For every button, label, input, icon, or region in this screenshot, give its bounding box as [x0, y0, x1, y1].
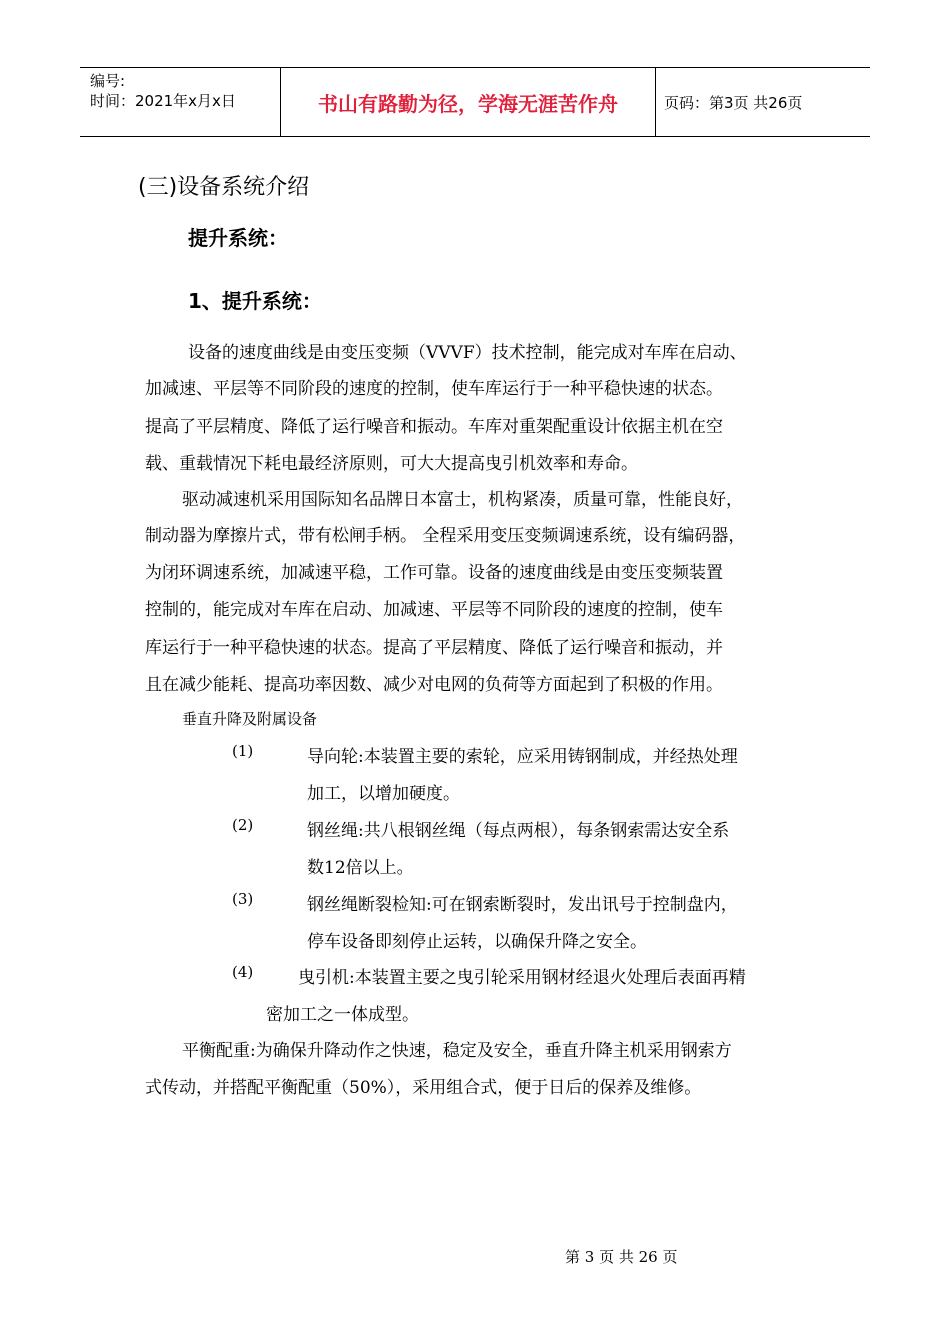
paragraph-line: 设备的速度曲线是由变压变频（VVVF）技术控制，能完成对车库在启动、 — [188, 343, 747, 363]
paragraph-line: 提高了平层精度、降低了运行噪音和振动。车库对重架配重设计依据主机在空 — [145, 417, 723, 437]
list-item-number: (2) — [232, 816, 254, 834]
header-motto: 书山有路勤为径，学海无涯苦作舟 — [281, 68, 656, 136]
item-title: 1、提升系统： — [188, 289, 322, 313]
subsection-title: 提升系统： — [188, 226, 288, 250]
list-item-number: (4) — [232, 963, 254, 981]
serial-label: 编号: — [90, 72, 126, 90]
paragraph-line: 平衡配重:为确保升降动作之快速，稳定及安全，垂直升降主机采用钢索方 — [182, 1041, 732, 1061]
page-footer: 第 3 页 共 26 页 — [565, 1248, 678, 1266]
header-meta — [80, 68, 281, 136]
list-item-text: 曳引机:本装置主要之曳引轮采用钢材经退火处理后表面再精 — [298, 968, 746, 988]
header-page-info: 页码：第3页 共26页 — [664, 93, 803, 112]
paragraph-line: 式传动，并搭配平衡配重（50%），采用组合式，便于日后的保养及维修。 — [145, 1078, 702, 1098]
list-item-text: 钢丝绳:共八根钢丝绳（每点两根），每条钢索需达安全系 — [307, 821, 730, 841]
paragraph-line: 控制的，能完成对车库在启动、加减速、平层等不同阶段的速度的控制，使车 — [145, 600, 723, 620]
paragraph-line: 库运行于一种平稳快速的状态。提高了平层精度、降低了运行噪音和振动，并 — [145, 638, 723, 658]
list-item-text: 钢丝绳断裂检知:可在钢索断裂时，发出讯号于控制盘内， — [307, 895, 738, 915]
paragraph-line: 驱动减速机采用国际知名品牌日本富士，机构紧凑，质量可靠，性能良好， — [182, 490, 743, 510]
list-item-text: 加工，以增加硬度。 — [307, 784, 460, 804]
list-item-number: (1) — [232, 742, 254, 760]
list-item-text: 导向轮:本装置主要的索轮，应采用铸钢制成，并经热处理 — [307, 747, 738, 767]
section-title: (三)设备系统介绍 — [138, 175, 310, 200]
paragraph-line: 加减速、平层等不同阶段的速度的控制，使车库运行于一种平稳快速的状态。 — [145, 379, 723, 399]
paragraph-line: 制动器为摩擦片式，带有松闸手柄。 全程采用变压变频调速系统，设有编码器， — [145, 526, 746, 546]
list-heading: 垂直升降及附属设备 — [182, 710, 318, 728]
list-item-number: (3) — [232, 890, 254, 908]
list-item-text: 密加工之一体成型。 — [266, 1005, 419, 1025]
paragraph-line: 载、重载情况下耗电最经济原则，可大大提高曳引机效率和寿命。 — [145, 454, 638, 474]
paragraph-line: 且在减少能耗、提高功率因数、减少对电网的负荷等方面起到了积极的作用。 — [145, 675, 723, 695]
date-label: 时间：2021年x月x日 — [90, 92, 236, 110]
page-header — [80, 67, 870, 137]
paragraph-line: 为闭环调速系统，加减速平稳，工作可靠。设备的速度曲线是由变压变频装置 — [145, 563, 723, 583]
list-item-text: 数12倍以上。 — [307, 858, 414, 878]
list-item-text: 停车设备即刻停止运转，以确保升降之安全。 — [307, 932, 647, 952]
